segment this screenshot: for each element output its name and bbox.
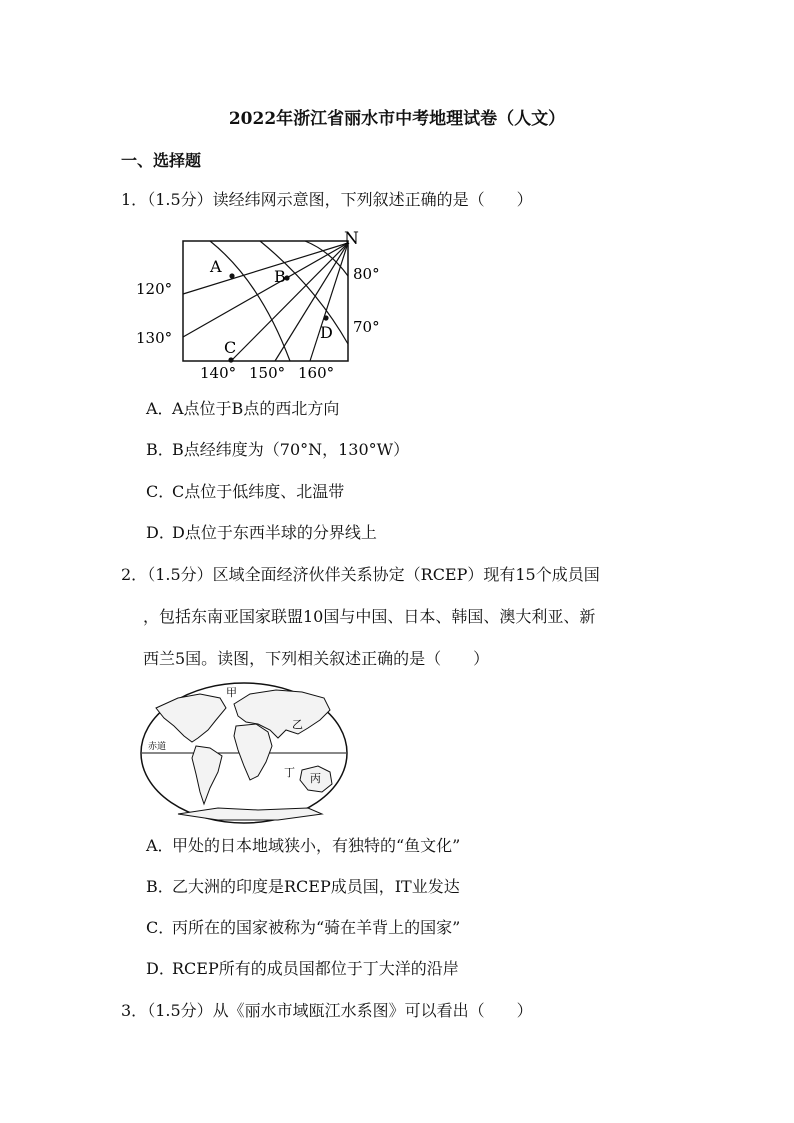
option-letter: A． <box>146 399 174 418</box>
lon-label-120: 120° <box>136 280 173 298</box>
figure-frame <box>183 241 348 361</box>
option-text: D点位于东西半球的分界线上 <box>172 523 377 542</box>
option-text: 丙所在的国家被称为“骑在羊背上的国家” <box>172 918 461 937</box>
meridian-lines <box>183 243 348 361</box>
option-text: 乙大洲的印度是RCEP成员国，IT业发达 <box>172 877 460 896</box>
option-d <box>146 959 459 979</box>
question-number: 2． <box>121 565 148 584</box>
point-label-c: C <box>224 338 237 357</box>
option-d <box>146 523 377 543</box>
graticule-figure <box>130 226 400 386</box>
option-b <box>146 440 409 460</box>
question-score: （1.5分） <box>147 1001 213 1020</box>
option-text: B点经纬度为（70°N，130°W） <box>172 440 410 459</box>
option-text: 甲处的日本地域狭小，有独特的“鱼文化” <box>172 836 461 855</box>
lon-label-140: 140° <box>200 364 237 382</box>
north-label: N <box>344 229 359 249</box>
point-label-a: A <box>210 257 222 276</box>
map-label-bing: 丙 <box>310 772 321 785</box>
option-text: RCEP所有的成员国都位于丁大洋的沿岸 <box>172 959 459 978</box>
option-text: A点位于B点的西北方向 <box>172 399 340 418</box>
question-stem: 读经纬网示意图，下列叙述正确的是（ ） <box>212 190 533 209</box>
map-label-yi: 乙 <box>292 718 303 731</box>
page-title: 2022年浙江省丽水市中考地理试卷（人文） <box>228 109 566 129</box>
map-label-ding: 丁 <box>284 766 295 779</box>
map-label-jia: 甲 <box>226 686 237 699</box>
lon-label-160: 160° <box>298 364 335 382</box>
question-1 <box>121 190 533 210</box>
question-2 <box>121 565 600 585</box>
option-letter: D． <box>146 523 175 542</box>
question-stem: 从《丽水市域瓯江水系图》可以看出（ ） <box>212 1001 533 1020</box>
question-stem-line: 区域全面经济伙伴关系协定（RCEP）现有15个成员国 <box>212 565 600 584</box>
option-a <box>146 836 460 856</box>
option-c <box>146 482 344 502</box>
option-text: C点位于低纬度、北温带 <box>172 482 345 501</box>
section-heading: 一、选择题 <box>121 151 202 170</box>
option-b <box>146 877 460 897</box>
option-c <box>146 918 460 938</box>
question-score: （1.5分） <box>147 565 213 584</box>
lon-label-150: 150° <box>249 364 286 382</box>
question-number: 3． <box>121 1001 148 1020</box>
lon-label-130: 130° <box>136 329 173 347</box>
point-label-d: D <box>320 323 333 342</box>
question-score: （1.5分） <box>147 190 213 209</box>
lat-label-70: 70° <box>353 318 380 336</box>
lat-label-80: 80° <box>353 265 380 283</box>
equator-label: 赤道 <box>148 742 167 752</box>
question-stem-line: 西兰5国。读图，下列相关叙述正确的是（ ） <box>143 649 490 668</box>
option-letter: B． <box>146 877 174 896</box>
question-3 <box>121 1001 533 1021</box>
option-letter: B． <box>146 440 174 459</box>
question-stem-line: ，包括东南亚国家联盟10国与中国、日本、韩国、澳大利亚、新 <box>143 607 596 626</box>
question-number: 1． <box>121 190 148 209</box>
option-a <box>146 399 339 419</box>
option-letter: C． <box>146 918 175 937</box>
point-label-b: B <box>274 267 286 286</box>
option-letter: C． <box>146 482 175 501</box>
option-letter: A． <box>146 836 174 855</box>
option-letter: D． <box>146 959 175 978</box>
world-map-figure <box>138 680 350 826</box>
